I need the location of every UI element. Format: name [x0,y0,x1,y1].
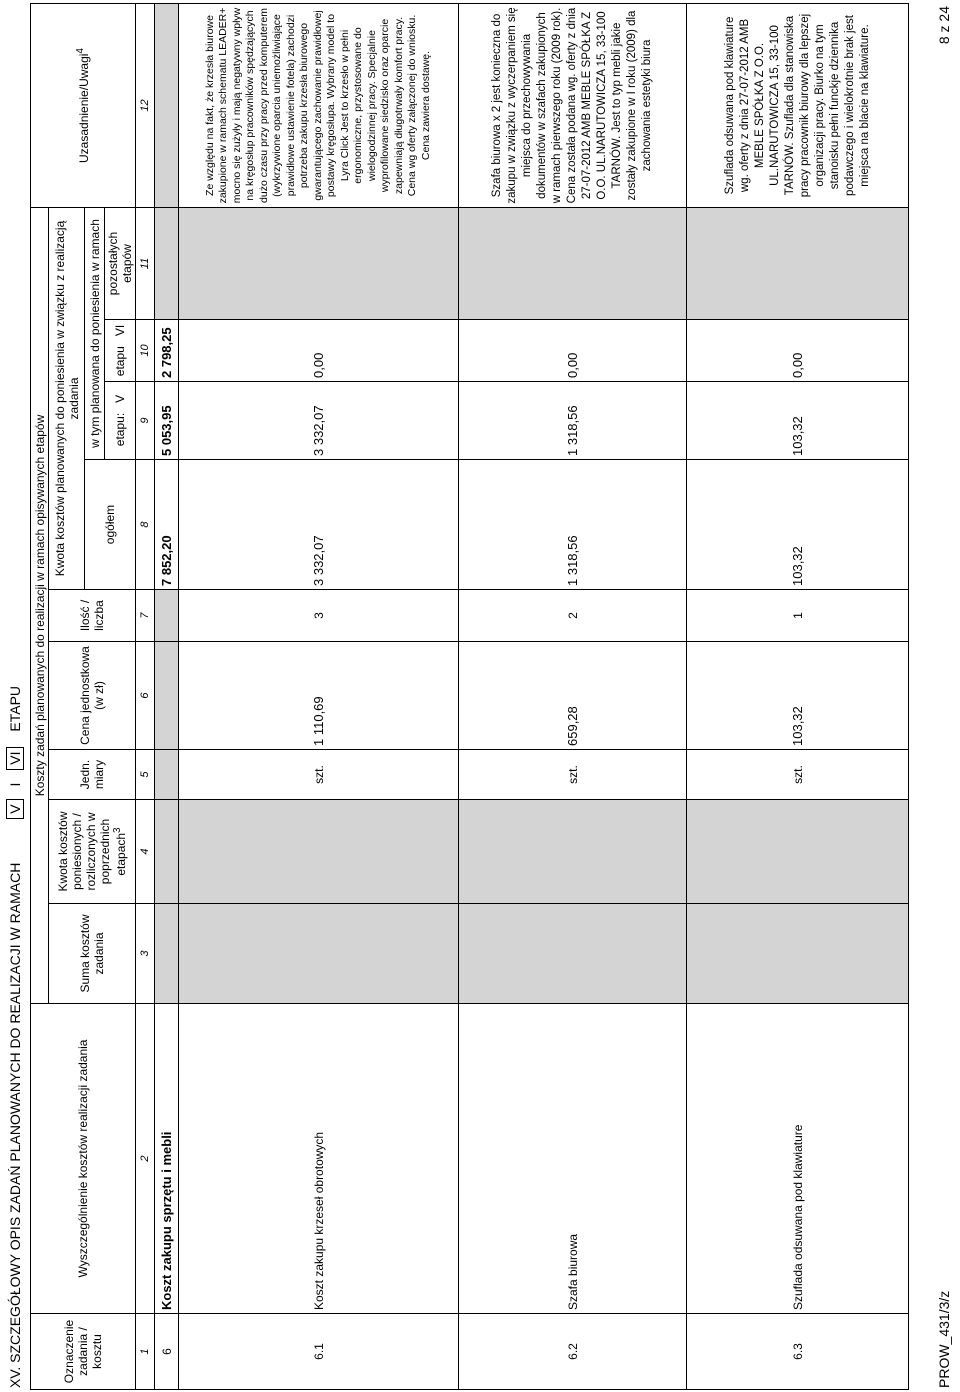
header-group-wtym: w tym planowana do poniesienia w ramach [85,208,105,460]
document-code: PROW_431/3/z [936,1290,952,1388]
row-stage-vi: 0,00 [459,320,687,382]
col-number: 10 [136,320,155,382]
header-col10-num: VI [113,324,127,337]
empty-cell [155,4,179,208]
page-separator: z [936,25,952,33]
col-number: 6 [136,642,155,750]
row-unit: szt. [459,750,687,800]
title-connector: I [7,782,24,787]
row-note: Ze względu na fakt, że krzesła biurowe zakupione w ramach schematu LEADER+ mocno się zużyły i mają negatywny wpływ na kręgosłup pracowników spędzających dużo czasu przy pracy przed komputerem (wykrzywione oparcia uniemożliwiające prawidłowe ustawienie fotela) zachodzi potrzeba zakupu krzesła biurowego gwarantującego zachowanie prawidłowej postawy kręgosłupa. Wybrany model to Lyra Click Jest to krzesło w pełni ergonomiczne, przystosowane do wielogodzinnej pracy. Specjalnie wyprofilowane siedzisko oraz oparcie zapewniają długotrwały komfort pracy. Cena wg oferty załączonej do wniosku. Cena zawiera dostawę. [179,4,459,208]
header-col12-sup: 4 [75,48,86,54]
row-price: 1 110,69 [179,642,459,750]
header-col8: ogółem [85,460,136,590]
title-main: XV. SZCZEGÓŁOWY OPIS ZADAŃ PLANOWANYCH DO REALIZACJI W RAMACH [7,862,24,1388]
row-id: 6.3 [687,1314,909,1390]
table-row-6-3 [687,4,909,1390]
header-col7: Ilość / liczba [49,590,136,642]
row-stage-vi: 0,00 [687,320,909,382]
empty-cell [687,904,909,1004]
row-id: 6 [155,1314,179,1390]
row-unit: szt. [179,750,459,800]
empty-cell [155,590,179,642]
col-number: 1 [136,1314,155,1390]
col-number: 11 [136,208,155,320]
row-unit: szt. [687,750,909,800]
col-number: 8 [136,460,155,590]
stage-box-vi: VI [6,747,24,770]
row-qty: 2 [459,590,687,642]
table-row-6-1 [179,4,459,1390]
header-col11: pozostałych etapów [105,208,136,320]
row-id: 6.1 [179,1314,459,1390]
header-col12-text: Uzasadnienie/Uwagi [77,53,91,163]
empty-cell [179,904,459,1004]
row-stage-vi: 2 798,25 [155,320,179,382]
empty-cell [687,208,909,320]
empty-cell [459,904,687,1004]
row-qty: 1 [687,590,909,642]
row-total: 7 852,20 [155,460,179,590]
col-number: 7 [136,590,155,642]
row-note: Szafa biurowa x 2 jest konieczna do zakupu w związku z wyczerpaniem się miejsca do przechowywania dokumentów w szafach zakupionych w ramach pierwszego roku (2009 rok). Cena została podana wg. oferty z dnia 27-07-2012 AMB MEBLE SPÓŁKA Z O.O. UL.NARUTOWICZA 15, 33-100 TARNÓW. Jest to typ mebli jakie zostały zakupione w I roku (2009) dla zachowania estetyki biura [459,4,687,208]
header-col10 [105,320,136,382]
document-title [6,686,24,1388]
header-group-koszty: Koszty zadań planowanych do realizacji w ramach opisywanych etapów [31,208,49,1004]
stage-box-v: V [6,799,24,818]
table-row-6 [155,4,179,1390]
row-name: Koszt zakupu sprzętu i mebli [155,1004,179,1314]
row-stage-v: 103,32 [687,382,909,460]
col-number: 12 [136,4,155,208]
col-number: 2 [136,1004,155,1314]
row-stage-vi: 0,00 [179,320,459,382]
empty-cell [459,208,687,320]
row-stage-v: 3 332,07 [179,382,459,460]
title-suffix: ETAPU [7,685,24,732]
header-group-kwota: Kwota kosztów planowanych do poniesienia w związku z realizacją zadania [49,208,85,590]
table-row-6-2 [459,4,687,1390]
header-col9-num: V [113,394,127,403]
row-name: Szuflada odsuwana pod klawiature [687,1004,909,1314]
empty-cell [179,208,459,320]
page-number [936,6,952,44]
empty-cell [155,208,179,320]
header-col10-prefix: etapu [113,346,127,377]
row-total: 103,32 [687,460,909,590]
header-col2: Wyszczególnienie kosztów realizacji zadania [31,1004,136,1314]
row-stage-v: 1 318,56 [459,382,687,460]
row-stage-v: 5 053,95 [155,382,179,460]
col-number: 3 [136,904,155,1004]
col-number: 9 [136,382,155,460]
row-name: Koszt zakupu krzeseł obrotowych [179,1004,459,1314]
header-col9-prefix: etapu: [113,412,127,447]
row-id: 6.2 [459,1314,687,1390]
column-number-row [136,4,155,1390]
row-price: 659,28 [459,642,687,750]
header-col3: Suma kosztów zadania [49,904,136,1004]
row-note: Szuflada odsuwana pod klawiature wg. oferty z dnia 27-07-2012 AMB MEBLE SPÓŁKA Z O.O. UL.NARUTOWICZA 15, 33-100 TARNÓW. Szuflada dla stanowiska pracy pracownik biurowy dla lepszej organizacji pracy. Biurko na tym stanoisku pełni funckje dziennika podawczego i wielokrotnie brak jest miejsca na blacie na klawiature. [687,4,909,208]
row-price: 103,32 [687,642,909,750]
header-col12 [31,4,136,208]
header-col1: Oznaczenie zadania / kosztu [31,1314,136,1390]
col-number: 5 [136,750,155,800]
empty-cell [155,904,179,1004]
cost-table [30,3,909,1390]
empty-cell [155,750,179,800]
row-total: 3 332,07 [179,460,459,590]
empty-cell [179,800,459,904]
empty-cell [687,800,909,904]
header-col4 [49,800,136,904]
header-col6: Cena jednostkowa (w zł) [49,642,136,750]
col-number: 4 [136,800,155,904]
empty-cell [459,800,687,904]
header-col4-text: Kwota kosztów poniesionych / rozliczonych w poprzednich etapach [56,811,128,892]
page-total: 24 [936,6,952,22]
empty-cell [155,800,179,904]
row-qty: 3 [179,590,459,642]
row-total: 1 318,56 [459,460,687,590]
row-name: Szafa biurowa [459,1004,687,1314]
header-col4-sup: 3 [112,827,123,833]
empty-cell [155,642,179,750]
page-current: 8 [936,36,952,45]
header-col5: Jedn. miary [49,750,136,800]
header-col9 [105,382,136,460]
